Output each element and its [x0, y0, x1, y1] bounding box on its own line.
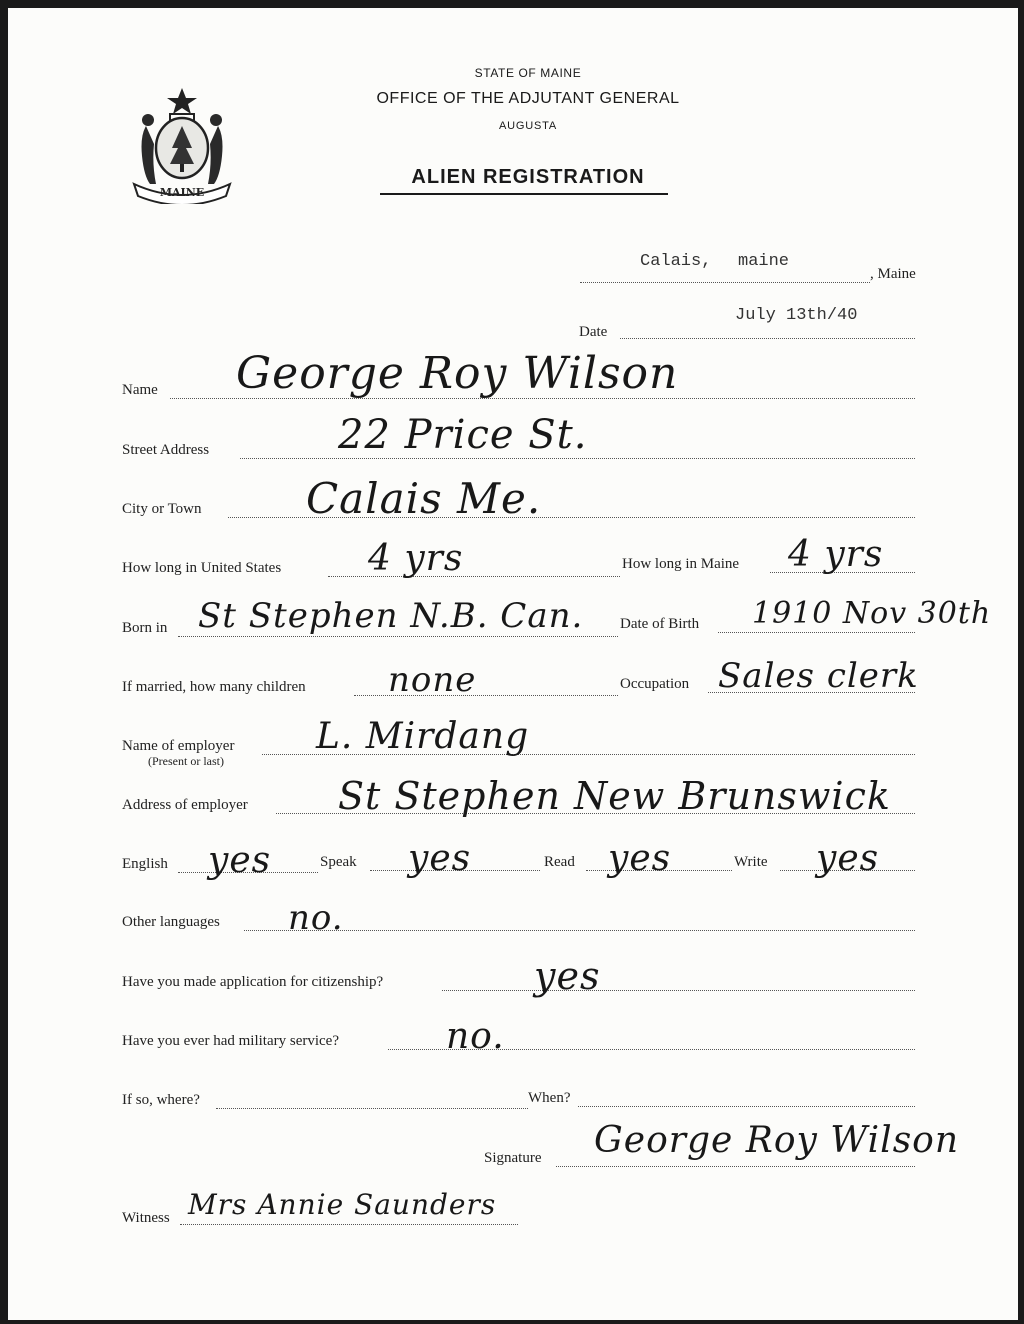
city-heading: AUGUSTA	[499, 120, 557, 132]
speak-label: Speak	[320, 854, 357, 870]
maine-length-label: How long in Maine	[622, 556, 740, 572]
other-languages-label: Other languages	[122, 914, 220, 930]
children-value: none	[388, 660, 477, 700]
place-line	[580, 282, 870, 283]
employer-address-label: Address of employer	[122, 797, 248, 813]
military-label: Have you ever had military service?	[122, 1033, 339, 1049]
place-suffix-label: , Maine	[870, 266, 916, 282]
english-value: yes	[208, 840, 272, 881]
date-line	[620, 338, 915, 339]
signature-line	[556, 1166, 915, 1167]
title-underline	[380, 193, 668, 195]
where-label: If so, where?	[122, 1092, 200, 1108]
employer-address-value: St Stephen New Brunswick	[338, 774, 891, 818]
born-in-label: Born in	[122, 620, 168, 636]
read-value: yes	[608, 838, 672, 879]
read-label: Read	[544, 854, 575, 870]
speak-value: yes	[408, 838, 472, 879]
place-typed-city: Calais,	[640, 252, 712, 271]
other-languages-line	[244, 930, 915, 931]
witness-line	[180, 1224, 518, 1225]
maine-length-value: 4 yrs	[788, 534, 884, 575]
street-line	[240, 458, 915, 459]
place-typed-state: maine	[738, 252, 790, 271]
when-line	[578, 1106, 915, 1107]
office-heading: OFFICE OF THE ADJUTANT GENERAL	[376, 90, 680, 107]
dob-value: 1910 Nov 30th	[752, 596, 992, 631]
street-label: Street Address	[122, 442, 210, 458]
registration-form	[8, 8, 1018, 1320]
other-languages-value: no.	[288, 898, 344, 938]
svg-text:MAINE: MAINE	[159, 186, 205, 199]
dob-line	[718, 632, 915, 633]
citizenship-line	[442, 990, 915, 991]
date-value: July 13th/40	[735, 306, 858, 325]
us-length-label: How long in United States	[122, 560, 282, 576]
citizenship-label: Have you made application for citizenship?	[122, 974, 384, 990]
us-length-value: 4 yrs	[368, 538, 464, 579]
when-label: When?	[528, 1090, 571, 1106]
where-line	[216, 1108, 528, 1109]
city-value: Calais Me.	[306, 474, 542, 523]
occupation-value: Sales clerk	[718, 656, 919, 696]
english-label: English	[122, 856, 168, 872]
signature-value: George Roy Wilson	[594, 1120, 960, 1161]
state-seal-icon	[126, 86, 238, 204]
form-title: ALIEN REGISTRATION	[411, 166, 645, 188]
write-label: Write	[734, 854, 768, 870]
state-heading: STATE OF MAINE	[474, 66, 582, 80]
witness-label: Witness	[122, 1210, 170, 1226]
occupation-label: Occupation	[620, 676, 690, 692]
employer-value: L. Mirdang	[316, 716, 530, 757]
write-value: yes	[816, 838, 880, 879]
dob-label: Date of Birth	[620, 616, 700, 632]
street-value: 22 Price St.	[338, 412, 588, 458]
military-value: no.	[446, 1016, 505, 1057]
name-value: George Roy Wilson	[236, 348, 679, 399]
children-label: If married, how many children	[122, 679, 306, 695]
date-label: Date	[579, 324, 608, 340]
employer-label: Name of employer	[122, 738, 235, 754]
born-in-line	[178, 636, 618, 637]
witness-value: Mrs Annie Saunders	[188, 1188, 497, 1221]
signature-label: Signature	[484, 1150, 542, 1166]
employer-sublabel: (Present or last)	[148, 754, 224, 768]
city-label: City or Town	[122, 501, 202, 517]
citizenship-value: yes	[534, 954, 601, 998]
name-label: Name	[122, 382, 158, 398]
born-in-value: St Stephen N.B. Can.	[198, 596, 584, 636]
